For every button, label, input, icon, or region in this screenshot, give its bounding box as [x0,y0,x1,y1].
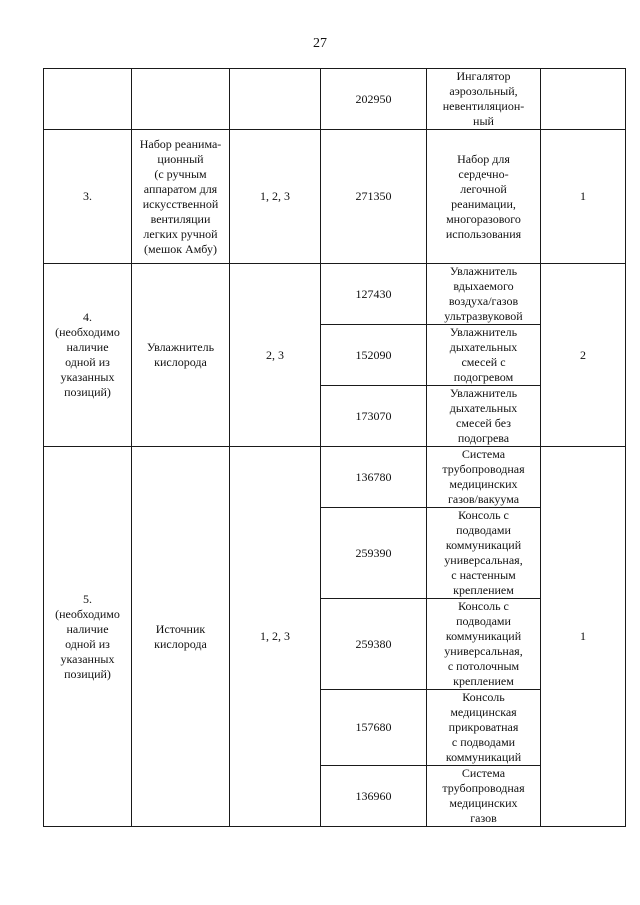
table-row [44,447,626,508]
levels-cell: 1, 2, 3 [230,130,321,264]
table-row [44,264,626,325]
kind-cell: Набор для сердечно- легочной реанимации, многоразового использования [427,130,541,264]
equipment-name-cell: Источник кислорода [132,447,230,827]
equipment-name-cell: Набор реанима- ционный (с ручным аппаратом для искусственной вентиляции легких ручной (мешок Амбу) [132,130,230,264]
code-cell: 202950 [321,69,427,130]
equipment-table [43,68,626,827]
kind-cell: Увлажнитель вдыхаемого воздуха/газов ультразвуковой [427,264,541,325]
equipment-name-cell: Увлажнитель кислорода [132,264,230,447]
table-row [44,130,626,264]
kind-cell: Увлажнитель дыхательных смесей без подогрева [427,386,541,447]
kind-cell: Консоль с подводами коммуникаций универсальная, с потолочным креплением [427,599,541,690]
page-number: 27 [313,36,327,51]
levels-cell: 1, 2, 3 [230,447,321,827]
code-cell: 259390 [321,508,427,599]
code-cell: 173070 [321,386,427,447]
kind-cell: Ингалятор аэрозольный, невентиляцион- ный [427,69,541,130]
code-cell: 127430 [321,264,427,325]
code-cell: 136780 [321,447,427,508]
code-cell: 157680 [321,690,427,766]
kind-cell: Система трубопроводная медицинских газов/вакуума [427,447,541,508]
levels-cell [230,69,321,130]
row-number-cell: 4. (необходимо наличие одной из указанных позиций) [44,264,132,447]
quantity-cell [541,69,626,130]
row-number-cell: 3. [44,130,132,264]
kind-cell: Консоль медицинская прикроватная с подводами коммуникаций [427,690,541,766]
quantity-cell: 1 [541,130,626,264]
row-number-cell: 5. (необходимо наличие одной из указанных позиций) [44,447,132,827]
code-cell: 136960 [321,766,427,827]
code-cell: 152090 [321,325,427,386]
code-cell: 271350 [321,130,427,264]
kind-cell: Система трубопроводная медицинских газов [427,766,541,827]
row-number-cell [44,69,132,130]
quantity-cell: 1 [541,447,626,827]
table-row [44,69,626,130]
quantity-cell: 2 [541,264,626,447]
levels-cell: 2, 3 [230,264,321,447]
kind-cell: Консоль с подводами коммуникаций универсальная, с настенным креплением [427,508,541,599]
code-cell: 259380 [321,599,427,690]
equipment-name-cell [132,69,230,130]
kind-cell: Увлажнитель дыхательных смесей с подогревом [427,325,541,386]
